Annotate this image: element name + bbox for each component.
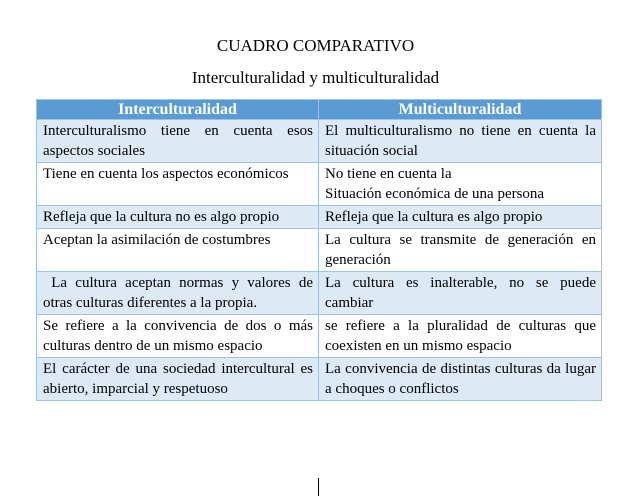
cell-multiculturalidad[interactable]: se refiere a la pluralidad de culturas que coexisten en un mismo espacio xyxy=(319,315,602,358)
cell-interculturalidad[interactable]: Refleja que la cultura no es algo propio xyxy=(37,206,319,229)
page-subtitle: Interculturalidad y multiculturalidad xyxy=(191,68,440,87)
comparison-table xyxy=(36,99,602,401)
cell-multiculturalidad[interactable]: Refleja que la cultura es algo propio xyxy=(319,206,602,229)
table-header-row xyxy=(37,100,602,120)
cell-interculturalidad[interactable]: La cultura aceptan normas y valores de otras culturas diferentes a la propia. xyxy=(37,272,319,315)
header-interculturalidad: Interculturalidad xyxy=(37,100,319,120)
header-multiculturalidad: Multiculturalidad xyxy=(319,100,602,120)
cell-multiculturalidad[interactable]: No tiene en cuenta la Situación económica de una persona xyxy=(319,163,602,206)
page-title: CUADRO COMPARATIVO xyxy=(216,36,415,55)
table-row xyxy=(37,272,602,315)
cell-multiculturalidad[interactable]: La cultura se transmite de generación en generación xyxy=(319,229,602,272)
cell-interculturalidad[interactable]: Interculturalismo tiene en cuenta esos aspectos sociales xyxy=(37,120,319,163)
cell-multiculturalidad[interactable]: La convivencia de distintas culturas da lugar a choques o conflictos xyxy=(319,358,602,401)
table-row xyxy=(37,163,602,206)
cell-interculturalidad[interactable]: Se refiere a la convivencia de dos o más culturas dentro de un mismo espacio xyxy=(37,315,319,358)
table-row xyxy=(37,358,602,401)
text-cursor xyxy=(318,478,319,496)
table-row xyxy=(37,120,602,163)
cell-multiculturalidad[interactable]: El multiculturalismo no tiene en cuenta la situación social xyxy=(319,120,602,163)
cell-interculturalidad[interactable]: El carácter de una sociedad intercultural es abierto, imparcial y respetuoso xyxy=(37,358,319,401)
table-row xyxy=(37,206,602,229)
cell-multiculturalidad[interactable]: La cultura es inalterable, no se puede cambiar xyxy=(319,272,602,315)
table-row xyxy=(37,315,602,358)
table-row xyxy=(37,229,602,272)
cell-interculturalidad[interactable]: Aceptan la asimilación de costumbres xyxy=(37,229,319,272)
cell-interculturalidad[interactable]: Tiene en cuenta los aspectos económicos xyxy=(37,163,319,206)
